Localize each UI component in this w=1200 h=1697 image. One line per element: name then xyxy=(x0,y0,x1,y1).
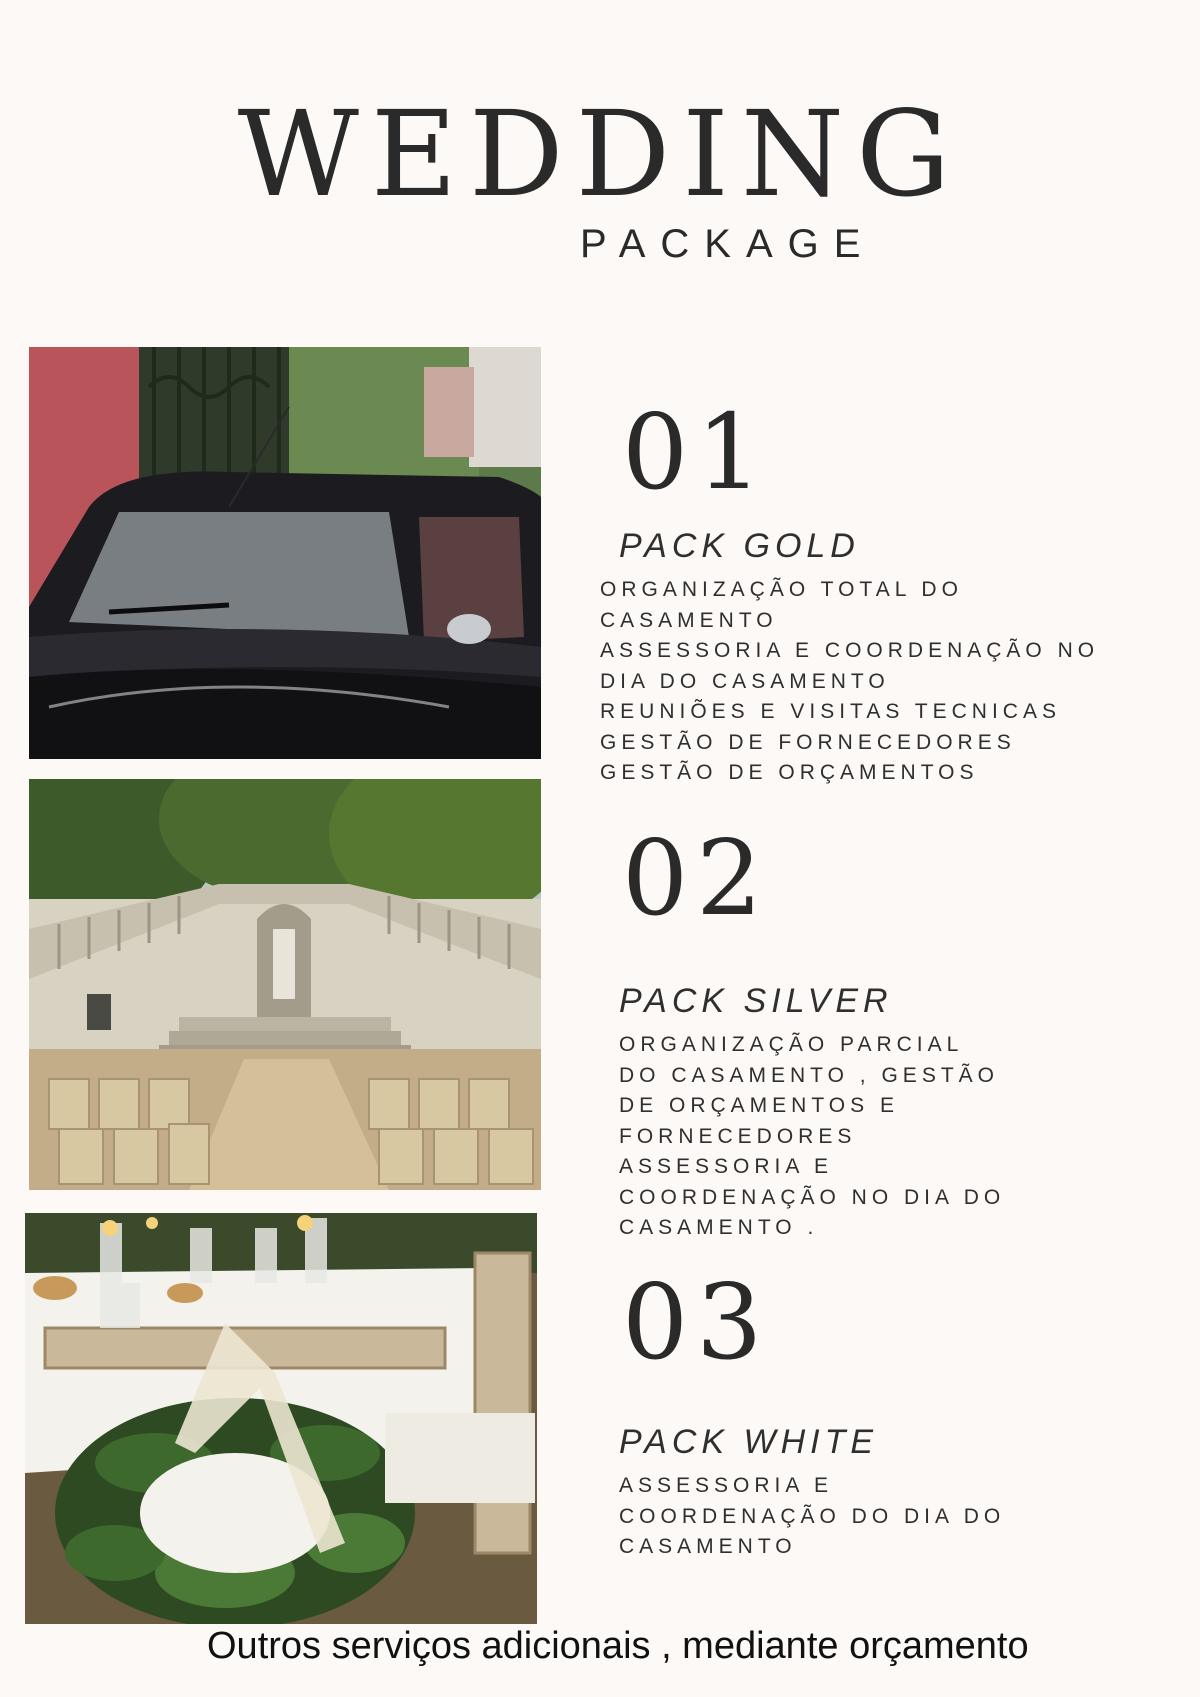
pack-title: PACK WHITE xyxy=(619,1423,879,1461)
pack-number: 01 xyxy=(622,391,771,513)
photo-table-decoration xyxy=(25,1213,537,1624)
pack-line: ORGANIZAÇÃO PARCIAL xyxy=(619,1033,964,1056)
pack-description xyxy=(600,575,1099,789)
photo-palace-staircase xyxy=(29,779,541,1190)
pack-line: CASAMENTO xyxy=(619,1535,797,1558)
pack-line: COORDENAÇÃO NO DIA DO xyxy=(619,1185,1006,1209)
pack-description xyxy=(619,1030,1005,1244)
pack-line: ORGANIZAÇÃO TOTAL DO xyxy=(600,578,963,601)
pack-line: FORNECEDORES xyxy=(619,1124,857,1148)
page-subtitle: PACKAGE xyxy=(580,222,876,266)
pack-line: REUNIÕES E VISITAS TECNICAS xyxy=(600,700,1061,723)
pack-description xyxy=(619,1471,1005,1563)
pack-number: 03 xyxy=(622,1261,771,1383)
pack-line: COORDENAÇÃO DO DIA DO xyxy=(619,1504,1006,1528)
pack-line: DE ORÇAMENTOS E xyxy=(619,1094,899,1117)
pack-title: PACK GOLD xyxy=(619,527,860,565)
page-title: WEDDING xyxy=(237,85,963,223)
pack-line: DIA DO CASAMENTO xyxy=(600,669,890,693)
pack-line: GESTÃO DE ORÇAMENTOS xyxy=(600,761,979,784)
pack-line: CASAMENTO xyxy=(600,608,778,632)
pack-number: 02 xyxy=(622,817,771,939)
pack-line: DO CASAMENTO , GESTÃO xyxy=(619,1063,999,1087)
footer-note: Outros serviços adicionais , mediante orçamento xyxy=(207,1625,1029,1667)
photo-vintage-car xyxy=(29,347,541,759)
pack-line: ASSESSORIA E xyxy=(619,1474,834,1497)
pack-line: ASSESSORIA E COORDENAÇÃO NO xyxy=(600,639,1100,662)
pack-line: CASAMENTO . xyxy=(619,1216,819,1239)
pack-title: PACK SILVER xyxy=(619,982,893,1020)
pack-line: GESTÃO DE FORNECEDORES xyxy=(600,730,1016,754)
pack-line: ASSESSORIA E xyxy=(619,1155,834,1178)
